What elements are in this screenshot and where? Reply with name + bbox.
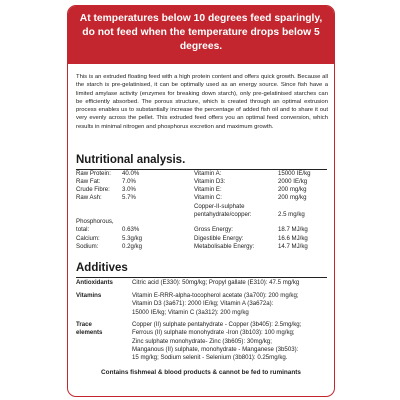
nutrient-value: 18.7 MJ/kg (278, 226, 308, 234)
nutrition-row (76, 243, 327, 251)
nutrient-label: Calcium: (76, 234, 100, 242)
additives-divider (76, 277, 327, 278)
trace-label-line: elements (76, 329, 103, 337)
nutrient-value: 5.7% (122, 194, 136, 202)
trace-line: 15 mg/kg; Sodium selenit - Selenium (3b801): 0.25mg/kg. (132, 354, 288, 362)
trace-elements-text (132, 321, 328, 362)
nutrient-label: Raw Protein: (76, 170, 111, 177)
additives-heading: Additives (76, 262, 128, 274)
nutrient-value: 15000 IE/kg (278, 170, 311, 177)
trace-line: Manganous (II) sulphate, monohydrate - Manganese (3b503): (132, 345, 299, 353)
antioxidants-label: Antioxidants (76, 279, 113, 286)
trace-label-line: Trace (76, 321, 92, 328)
nutrient-label: Raw Fat: (76, 178, 101, 186)
nutrition-row (76, 170, 327, 178)
antioxidants-text: Citric acid (E330): 50mg/kg; Propyl gallate (E310): 47.5 mg/kg (132, 279, 300, 286)
nutrient-label: Vitamin A: (194, 170, 222, 177)
vitamins-text (132, 292, 328, 317)
vitamins-label: Vitamins (76, 292, 102, 299)
nutrition-row (76, 194, 327, 202)
nutrition-row (76, 218, 327, 234)
nutrition-row (76, 178, 327, 186)
antioxidants-row (76, 279, 328, 288)
trace-line: Zinc sulphate monohydrate- Zinc (3b605): 30mg/kg; (132, 337, 272, 345)
banner-text: At temperatures below 10 degrees feed sparingly, do not feed when the temperature drops below 5 degrees. (79, 13, 323, 52)
ruminant-notice: Contains fishmeal & blood products & cannot be fed to ruminants (101, 369, 301, 376)
feeding-warning-banner (68, 6, 334, 64)
nutrient-value: 5.3g/kg (122, 234, 142, 242)
nutrient-value: 40.0% (122, 170, 140, 177)
nutrition-row (76, 235, 327, 243)
nutrient-label: Crude Fibre: (76, 186, 110, 194)
trace-elements-label (76, 321, 128, 338)
trace-line: Copper (II) sulphate pentahydrate - Copper (3b405): 2.5mg/kg; (132, 321, 302, 328)
nutrient-value: 2000 IE/kg (278, 178, 308, 186)
nutrient-value: 200 mg/kg (278, 194, 307, 202)
nutrient-label: Sodium: (76, 242, 99, 250)
nutrient-label: Vitamin D3: (194, 178, 226, 186)
nutrient-value: 0.63% (122, 226, 140, 234)
vitamins-line: Vitamin D3 (3a671): 2000 IE/kg; Vitamin A (3a672a): (132, 300, 274, 308)
nutrient-value: 14.7 MJ/kg (278, 242, 308, 250)
vitamins-row (76, 292, 328, 319)
nutrient-value: 7.0% (122, 178, 136, 186)
nutrient-label: Digestible Energy: (194, 234, 244, 242)
trace-elements-row (76, 321, 328, 365)
nutrient-label: Vitamin C: (194, 194, 222, 202)
nutrient-value: 2.5 mg/kg (278, 210, 305, 218)
product-info-card (67, 5, 335, 397)
nutrition-row (76, 202, 327, 218)
nutrient-label: Raw Ash: (76, 194, 102, 202)
vitamins-line: 15000 IE/kg; Vitamin C (3a312): 200 mg/kg (132, 308, 249, 316)
nutrient-label (76, 202, 122, 218)
nutrient-label: Copper-II-sulphate pentahydrate/copper: (194, 203, 252, 218)
vitamins-line: Vitamin E-RRR-alpha-tocopherol acetate (3a700): 200 mg/kg; (132, 292, 299, 299)
nutrient-value: 16.6 MJ/kg (278, 234, 308, 242)
nutrient-value (122, 202, 194, 218)
nutrition-table (76, 170, 327, 251)
nutrient-label: Gross Energy: (194, 226, 233, 234)
nutrition-row (76, 186, 327, 194)
nutrient-value: 3.0% (122, 186, 136, 194)
nutrient-value: 200 mg/kg (278, 186, 307, 194)
nutrition-heading: Nutritional analysis. (76, 154, 186, 166)
nutrient-label: Metabolisable Energy: (194, 242, 255, 250)
nutrient-value: 0.2g/kg (122, 242, 142, 250)
nutrient-label: Phosphorous, total: (76, 218, 114, 234)
nutrient-label: Vitamin E: (194, 186, 222, 194)
product-description: This is an extruded floating feed with a high protein content and offers quick growth. Because all the starch is pre-gelatinised, it can be optimally used as an energy source. Since fish have a limited amylase activity (enzymes for breaking down starch), only pre-gelatinised starches can be efficiently absorbed. The porous structure, which is created through an optimal extrusion process enables us to substantially increase the percentage of added fish oil and to share it out very evenly across the pellet. This extruded feed offers you an optimal feed conversion, which results in minimal nitrogen and phosphorus excretion and maximum growth. (76, 74, 328, 130)
trace-line: Ferrous (II) sulphate monohydrate -Iron (3b103): 100 mg/kg; (132, 329, 295, 337)
